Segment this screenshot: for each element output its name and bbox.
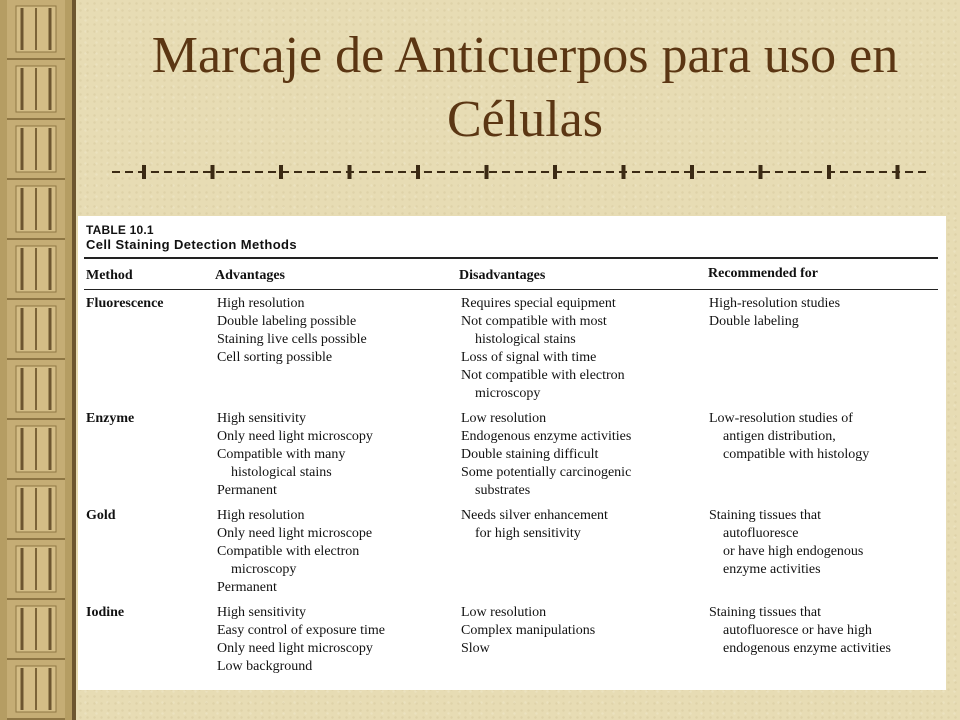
divider-ornament (896, 165, 900, 179)
recommended-line: Double labeling (709, 314, 799, 329)
strip-tile-pattern (12, 542, 60, 596)
advantages-line: High resolution (217, 508, 305, 523)
disadvantages-cell (461, 295, 625, 403)
recommended-cell (709, 295, 840, 331)
method-cell: Enzyme (86, 411, 135, 426)
strip-tile (7, 540, 65, 600)
divider-ornament (142, 165, 146, 179)
recommended-line: High-resolution studies (709, 296, 841, 311)
advantages-line: Compatible with many (217, 447, 346, 462)
strip-tile-pattern (12, 122, 60, 176)
disadvantages-line: Loss of signal with time (461, 350, 597, 365)
table-number: TABLE 10.1 (86, 223, 154, 237)
table-title: Cell Staining Detection Methods (86, 237, 298, 252)
recommended-cell (709, 507, 863, 579)
method-cell: Fluorescence (86, 296, 164, 311)
disadvantages-line: Low resolution (461, 411, 547, 426)
strip-tile (7, 240, 65, 300)
strip-tile-pattern (12, 482, 60, 536)
disadvantages-cell (461, 507, 608, 543)
strip-tile-pattern (12, 602, 60, 656)
divider-ornament (690, 165, 694, 179)
recommended-line: enzyme activities (723, 562, 821, 577)
strip-tile (7, 660, 65, 720)
recommended-line: Staining tissues that (709, 605, 821, 620)
disadvantages-line: Not compatible with most (461, 314, 607, 329)
disadvantages-line: substrates (475, 483, 531, 498)
header-advantages: Advantages (215, 268, 286, 283)
advantages-line: Compatible with electron (217, 544, 360, 559)
divider-ornament (759, 165, 763, 179)
divider-ornament (416, 165, 420, 179)
strip-tile-pattern (12, 62, 60, 116)
ornamental-divider (110, 160, 930, 184)
disadvantages-line: Some potentially carcinogenic (461, 465, 632, 480)
divider-ornament (211, 165, 215, 179)
advantages-line: Only need light microscope (217, 526, 373, 541)
advantages-cell (217, 410, 373, 500)
advantages-line: Permanent (217, 580, 277, 595)
disadvantages-line: Double staining difficult (461, 447, 599, 462)
strip-tile (7, 60, 65, 120)
strip-tile (7, 180, 65, 240)
advantages-line: High sensitivity (217, 411, 307, 426)
strip-tile-pattern (12, 2, 60, 56)
advantages-line: Only need light microscopy (217, 429, 373, 444)
divider-ornament (622, 165, 626, 179)
strip-tile (7, 300, 65, 360)
disadvantages-line: Needs silver enhancement (461, 508, 608, 523)
header-disadvantages: Disadvantages (459, 268, 546, 283)
recommended-cell (709, 410, 869, 464)
decorative-strip-edge (72, 0, 76, 720)
divider-ornament (485, 165, 489, 179)
disadvantages-line: histological stains (475, 332, 576, 347)
recommended-cell (709, 604, 891, 658)
disadvantages-line: Complex manipulations (461, 623, 596, 638)
advantages-line: Permanent (217, 483, 277, 498)
disadvantages-line: Low resolution (461, 605, 547, 620)
disadvantages-line: Requires special equipment (461, 296, 616, 311)
detection-methods-table (78, 216, 946, 690)
advantages-line: High resolution (217, 296, 305, 311)
advantages-cell (217, 604, 385, 676)
method-cell: Gold (86, 508, 116, 523)
advantages-line: Cell sorting possible (217, 350, 333, 365)
strip-tile-pattern (12, 422, 60, 476)
header-method: Method (86, 268, 133, 283)
recommended-line: Low-resolution studies of (709, 411, 853, 426)
recommended-line: autofluoresce or have high (723, 623, 872, 638)
strip-tile (7, 120, 65, 180)
advantages-line: microscopy (231, 562, 297, 577)
disadvantages-line: microscopy (475, 386, 541, 401)
divider-ornament (827, 165, 831, 179)
disadvantages-line: Endogenous enzyme activities (461, 429, 632, 444)
advantages-line: histological stains (231, 465, 332, 480)
strip-tile (7, 360, 65, 420)
advantages-cell (217, 507, 372, 597)
disadvantages-cell (461, 410, 631, 500)
strip-tile (7, 480, 65, 540)
advantages-line: Double labeling possible (217, 314, 357, 329)
advantages-cell (217, 295, 367, 367)
divider-ornament (348, 165, 352, 179)
table-top-rule (84, 257, 938, 259)
recommended-line: autofluoresce (723, 526, 799, 541)
strip-tile-pattern (12, 302, 60, 356)
disadvantages-line: Slow (461, 641, 490, 656)
disadvantages-line: Not compatible with electron (461, 368, 625, 383)
recommended-line: antigen distribution, (723, 429, 836, 444)
disadvantages-cell (461, 604, 595, 658)
recommended-line: endogenous enzyme activities (723, 641, 891, 656)
divider-ornament (279, 165, 283, 179)
recommended-line: Staining tissues that (709, 508, 821, 523)
strip-tile (7, 600, 65, 660)
disadvantages-line: for high sensitivity (475, 526, 581, 541)
divider-ornament (553, 165, 557, 179)
strip-tile-pattern (12, 662, 60, 716)
advantages-line: Staining live cells possible (217, 332, 367, 347)
method-cell: Iodine (86, 605, 125, 620)
strip-tile (7, 420, 65, 480)
table-header-rule (84, 289, 938, 290)
advantages-line: Easy control of exposure time (217, 623, 385, 638)
strip-tile (7, 0, 65, 60)
strip-tile-pattern (12, 182, 60, 236)
slide-title: Marcaje de Anticuerpos para uso en Células (151, 27, 899, 148)
decorative-left-strip (0, 0, 72, 720)
advantages-line: Only need light microscopy (217, 641, 373, 656)
advantages-line: High sensitivity (217, 605, 307, 620)
strip-tile-pattern (12, 242, 60, 296)
strip-tile-pattern (12, 362, 60, 416)
header-recommended: Recommended for (708, 266, 819, 281)
recommended-line: or have high endogenous (723, 544, 864, 559)
advantages-line: Low background (217, 659, 313, 674)
recommended-line: compatible with histology (723, 447, 870, 462)
